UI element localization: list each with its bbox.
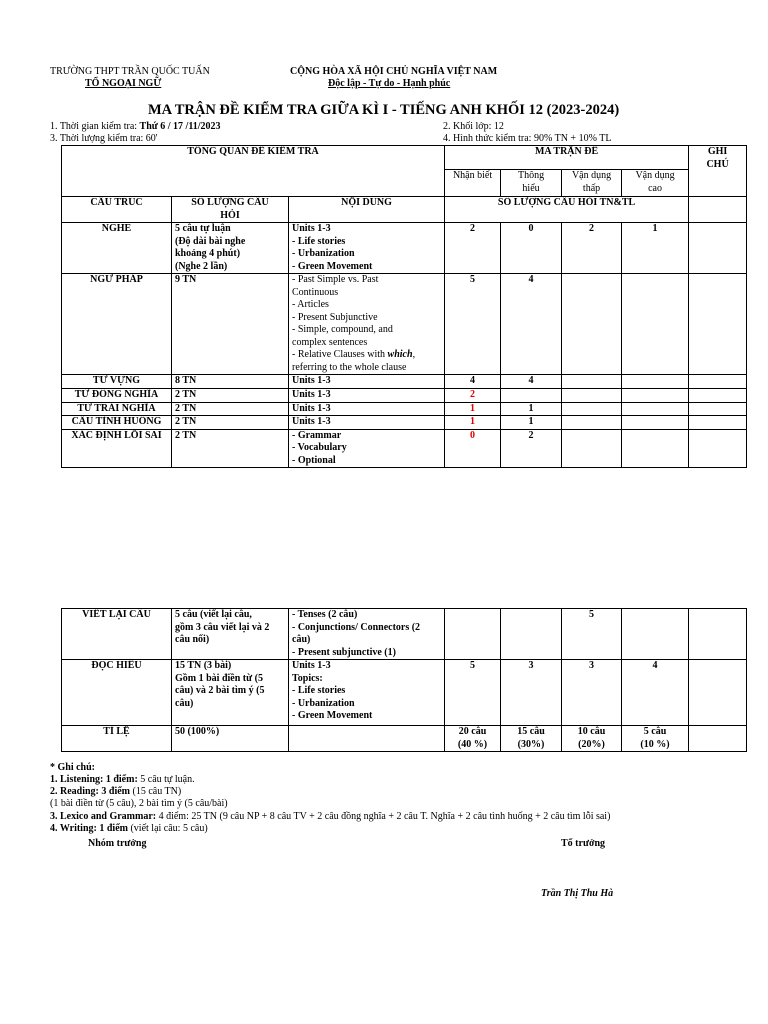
level-2-value (501, 389, 562, 403)
value-line: 10 câu (577, 726, 606, 737)
level-2-value: 4 (501, 375, 562, 389)
level-4-value: 4 (622, 660, 689, 726)
cell-line: 15 TN (3 bài) (175, 660, 232, 671)
cell-line: Units 1-3 (292, 660, 331, 671)
content-cell (289, 429, 445, 468)
cell-line: câu) (175, 697, 194, 709)
table-row (62, 375, 747, 389)
level-2-value: 4 (501, 274, 562, 375)
note-cell (689, 416, 747, 430)
level-2-value: 1 (501, 402, 562, 416)
cell-line: 5 câu (viết lại câu, (175, 609, 252, 620)
cell-line: câu) (292, 634, 311, 645)
content-cell (289, 389, 445, 403)
level-1-value: 1 (445, 416, 501, 430)
level-4-value (622, 609, 689, 660)
cell-line: câu) và 2 bài tìm ý (5 (175, 685, 265, 696)
notes-heading: * Ghi chú: (50, 762, 96, 773)
level-2-value: 1 (501, 416, 562, 430)
cell-line: Units 1-3 (292, 402, 331, 414)
group-leader-label: Nhóm trưởng (88, 838, 147, 849)
level-3-value: 2 (562, 223, 622, 274)
structure-cell: CÂU TÌNH HUỐNG (62, 416, 172, 430)
note-header: GHI CHÚ (689, 146, 747, 197)
note-cell (689, 660, 747, 726)
level-3-value (562, 375, 622, 389)
cell-line: - Tenses (2 câu) (292, 609, 358, 620)
cell-line: khoảng 4 phút) (175, 248, 241, 259)
cell-line: - Green Movement (292, 710, 373, 721)
level-high-application: Vận dụng cao (622, 170, 689, 197)
cell-line: 9 TN (175, 274, 197, 285)
level-1-value: 2 (445, 223, 501, 274)
cell-line: 50 (100%) (175, 726, 220, 737)
note-cell (689, 402, 747, 416)
table-row (62, 416, 747, 430)
value-line: 20 câu (458, 726, 487, 737)
level-4-value: 1 (622, 223, 689, 274)
cell-line: - Relative Clauses with which, (292, 349, 416, 360)
level-3-value (562, 274, 622, 375)
level-4-value (622, 402, 689, 416)
structure-cell: NGỮ PHÁP (62, 274, 172, 375)
cell-line: - Vocabulary (292, 442, 347, 453)
level-3-value (562, 726, 622, 752)
cell-line: - Simple, compound, and (292, 324, 393, 335)
structure-cell: TỪ TRÁI NGHĨA (62, 402, 172, 416)
content-cell (289, 416, 445, 430)
level-3-value (562, 429, 622, 468)
count-cell (172, 609, 289, 660)
value-line: (40 %) (457, 738, 488, 750)
matrix-table-bottom (61, 608, 747, 752)
cell-line: (Nghe 2 lần) (175, 260, 228, 272)
count-cell (172, 726, 289, 752)
level-1-value: 5 (445, 274, 501, 375)
level-3-value (562, 402, 622, 416)
count-cell (172, 660, 289, 726)
note-cell (689, 429, 747, 468)
level-2-value: 0 (501, 223, 562, 274)
value-line: 5 câu (643, 726, 667, 737)
note-lexico-grammar: 3. Lexico and Grammar: 4 điểm: 25 TN (9 câu NP + 8 câu TV + 2 câu đồng nghĩa + 2 câu T. Nghĩa + 2 câu tình huống + 2 câu tìm lỗi sai) (50, 811, 611, 822)
table-row (62, 389, 747, 403)
document-title: MA TRẬN ĐỀ KIỂM TRA GIỮA KÌ I - TIẾNG ANH KHỐI 12 (2023-2024) (148, 102, 620, 118)
note-writing: 4. Writing: 1 điểm (viết lại câu: 5 câu) (50, 823, 208, 834)
content-cell (289, 609, 445, 660)
count-cell (172, 389, 289, 403)
count-cell (172, 416, 289, 430)
level-4-value (622, 726, 689, 752)
cell-line: 2 TN (175, 389, 197, 400)
cell-line: 5 câu tự luận (175, 223, 231, 234)
exam-format: 4. Hình thức kiểm tra: 90% TN + 10% TL (443, 133, 612, 144)
matrix-table-top (61, 145, 747, 468)
cell-line: - Urbanization (292, 248, 355, 259)
cell-line: 2 TN (175, 402, 197, 414)
overview-header: TỔNG QUAN ĐỀ KIỂM TRA (62, 146, 445, 197)
count-header: SỐ LƯỢNG CÂU HỎI (172, 197, 289, 223)
exam-date (50, 121, 221, 133)
exam-duration: 3. Thời lượng kiểm tra: 60' (50, 133, 158, 144)
cell-line: 2 TN (175, 429, 197, 441)
cell-line: - Life stories (292, 685, 346, 696)
cell-line: - Urbanization (292, 697, 355, 709)
structure-cell: TỪ ĐỒNG NGHĨA (62, 389, 172, 403)
level-1-value: 0 (445, 429, 501, 468)
content-cell (289, 402, 445, 416)
cell-line: Continuous (292, 286, 339, 298)
cell-line: - Present subjunctive (1) (292, 646, 396, 658)
level-2-value (501, 726, 562, 752)
level-1-value: 2 (445, 389, 501, 403)
level-2-value: 2 (501, 429, 562, 468)
value-line: (30%) (517, 738, 545, 750)
cell-line: Topics: (292, 672, 323, 684)
cell-line: Gồm 1 bài điền từ (5 (175, 672, 263, 684)
note-reading: 2. Reading: 3 điểm (15 câu TN) (50, 786, 182, 797)
table-row (62, 223, 747, 274)
level-1-value: 4 (445, 375, 501, 389)
cell-line: - Past Simple vs. Past (292, 274, 379, 285)
level-4-value (622, 389, 689, 403)
structure-cell: NGHE (62, 223, 172, 274)
matrix-header: MA TRẬN ĐỀ (445, 146, 689, 170)
level-4-value (622, 429, 689, 468)
cell-line: - Green Movement (292, 260, 373, 272)
count-cell (172, 402, 289, 416)
cell-line: Units 1-3 (292, 223, 331, 234)
level-2-value: 3 (501, 660, 562, 726)
level-1-value: 1 (445, 402, 501, 416)
content-cell (289, 274, 445, 375)
structure-cell: TỪ VỰNG (62, 375, 172, 389)
cell-line: referring to the whole clause (292, 361, 407, 373)
value-line: (10 %) (640, 738, 670, 750)
content-cell (289, 660, 445, 726)
level-2-value (501, 609, 562, 660)
table-row (62, 274, 747, 375)
table-row (62, 429, 747, 468)
content-cell (289, 375, 445, 389)
note-cell (689, 375, 747, 389)
structure-cell: XÁC ĐỊNH LỖI SAI (62, 429, 172, 468)
exam-date-label: 1. Thời gian kiểm tra: (50, 121, 138, 132)
cell-line: gồm 3 câu viết lại và 2 (175, 621, 270, 633)
level-1-value (445, 609, 501, 660)
cell-line: - Grammar (292, 429, 342, 441)
cell-line: - Life stories (292, 235, 346, 247)
level-1-value: 5 (445, 660, 501, 726)
structure-cell: VIẾT LẠI CÂU (62, 609, 172, 660)
note-cell (689, 726, 747, 752)
content-cell (289, 223, 445, 274)
cell-line: - Present Subjunctive (292, 311, 378, 323)
structure-cell: TỈ LỆ (62, 726, 172, 752)
level-3-value: 5 (562, 609, 622, 660)
cell-line: Units 1-3 (292, 416, 331, 427)
level-3-value: 3 (562, 660, 622, 726)
exam-date-value: Thứ 6 / 17 /11/2023 (139, 121, 221, 132)
note-cell (689, 609, 747, 660)
content-header: NỘI DUNG (289, 197, 445, 223)
exam-grade: 2. Khối lớp: 12 (443, 121, 504, 132)
note-cell (689, 389, 747, 403)
table-row (62, 660, 747, 726)
count-tn-tl-header: SỐ LƯỢNG CÂU HỎI TN&TL (445, 197, 689, 223)
level-recognition: Nhận biết (445, 170, 501, 197)
level-4-value (622, 375, 689, 389)
structure-header: CẤU TRÚC (62, 197, 172, 223)
cell-line: - Articles (292, 299, 329, 310)
note-listening: 1. Listening: 1 điểm: 5 câu tự luận. (50, 774, 195, 785)
school-name: TRƯỜNG THPT TRẦN QUỐC TUẤN (50, 66, 210, 77)
count-cell (172, 223, 289, 274)
level-1-value (445, 726, 501, 752)
cell-line: - Optional (292, 454, 336, 466)
cell-line: 8 TN (175, 375, 197, 386)
note-reading-detail: (1 bài điền từ (5 câu), 2 bài tìm ý (5 câu/bài) (50, 798, 228, 809)
value-line: (20%) (578, 738, 605, 750)
cell-line: complex sentences (292, 336, 368, 348)
count-cell (172, 375, 289, 389)
count-cell (172, 429, 289, 468)
structure-cell: ĐỌC HIỂU (62, 660, 172, 726)
value-line: 15 câu (517, 726, 545, 737)
note-cell (689, 223, 747, 274)
cell-line: - Conjunctions/ Connectors (2 (292, 621, 421, 633)
level-4-value (622, 274, 689, 375)
level-comprehension: Thông hiểu (501, 170, 562, 197)
cell-line: 2 TN (175, 416, 197, 427)
dept-head-name: Trần Thị Thu Hà (541, 888, 614, 899)
level-4-value (622, 416, 689, 430)
table-row (62, 609, 747, 660)
content-cell (289, 726, 445, 752)
department-name: TỔ NGOẠI NGỮ (85, 78, 162, 89)
table-row (62, 402, 747, 416)
dept-head-label: Tổ trưởng (561, 838, 606, 849)
motto: Độc lập - Tự do - Hạnh phúc (328, 78, 451, 89)
note-cell (689, 197, 747, 223)
cell-line: Units 1-3 (292, 375, 331, 386)
level-low-application: Vận dụng thấp (562, 170, 622, 197)
cell-line: Units 1-3 (292, 389, 331, 400)
level-3-value (562, 389, 622, 403)
nation-name: CỘNG HÒA XÃ HỘI CHỦ NGHĨA VIỆT NAM (290, 66, 498, 77)
cell-line: câu nối) (175, 634, 210, 645)
cell-line: (Độ dài bài nghe (175, 235, 246, 247)
note-cell (689, 274, 747, 375)
count-cell (172, 274, 289, 375)
table-row (62, 726, 747, 752)
level-3-value (562, 416, 622, 430)
